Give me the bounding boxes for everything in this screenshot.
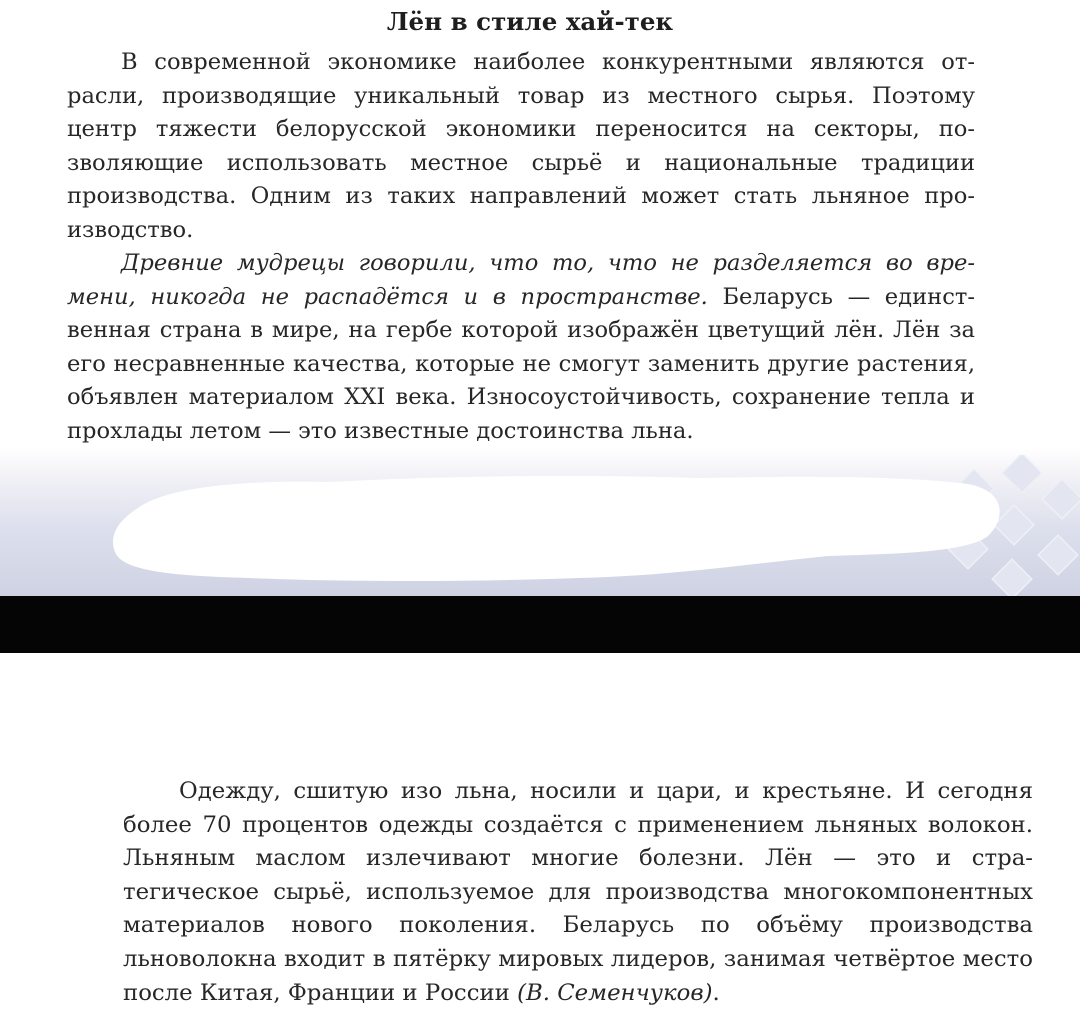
paragraph-3 — [123, 775, 1033, 1010]
redaction-blob — [108, 468, 1008, 586]
paragraph-2-body: Беларусь — единственная страна в мире, на гербе которой изображён цветущий лён. Лён за его несравненные качества, которые не смогут заменить другие растения, объявлен материалом XXI века. Износоустойчивость, сохранение тепла и прохлады летом — это известные достоинства льна. — [67, 283, 975, 444]
black-band — [0, 596, 1080, 653]
paragraph-1: В современной экономике наиболее конкурентными являются отрасли, производящие уникальный товар из местного сырья. Поэтому центр тяжести белорусской экономики переносится на секторы, позволяющие использовать местное сырьё и национальные традиции производства. Одним из таких направлений может стать льняное производство. — [67, 49, 975, 243]
paragraph-3-body: Одежду, сшитую изо льна, носили и цари, и крестьяне. И сегодня более 70 процентов одежды создаётся с применением льняных волокон. Льняным маслом излечивают многие болезни. Лён — это и стратегическое сырьё, используемое для производства многокомпонентных материалов нового поколения. Беларусь по объёму производства льноволокна входит в пятёрку мировых лидеров, занимая четвёртое место после Китая, Франции и России — [123, 778, 1033, 1006]
paragraph-3-end: . — [712, 979, 720, 1006]
paragraph-2 — [67, 247, 975, 448]
ornament-diamond — [1038, 535, 1078, 575]
document-title: Лён в стиле хай-тек — [386, 7, 674, 36]
paragraph-2-italic-quote: Древние мудрецы говорили, что то, что не разделяется во времени, никогда не распадётся и в пространстве. — [67, 250, 975, 310]
ornament-diamond — [1042, 479, 1080, 519]
scan-bottom-section — [0, 653, 1080, 1020]
paragraph-3-citation: (В. Семенчуков) — [517, 979, 713, 1006]
ornament-diamond — [1002, 455, 1042, 493]
